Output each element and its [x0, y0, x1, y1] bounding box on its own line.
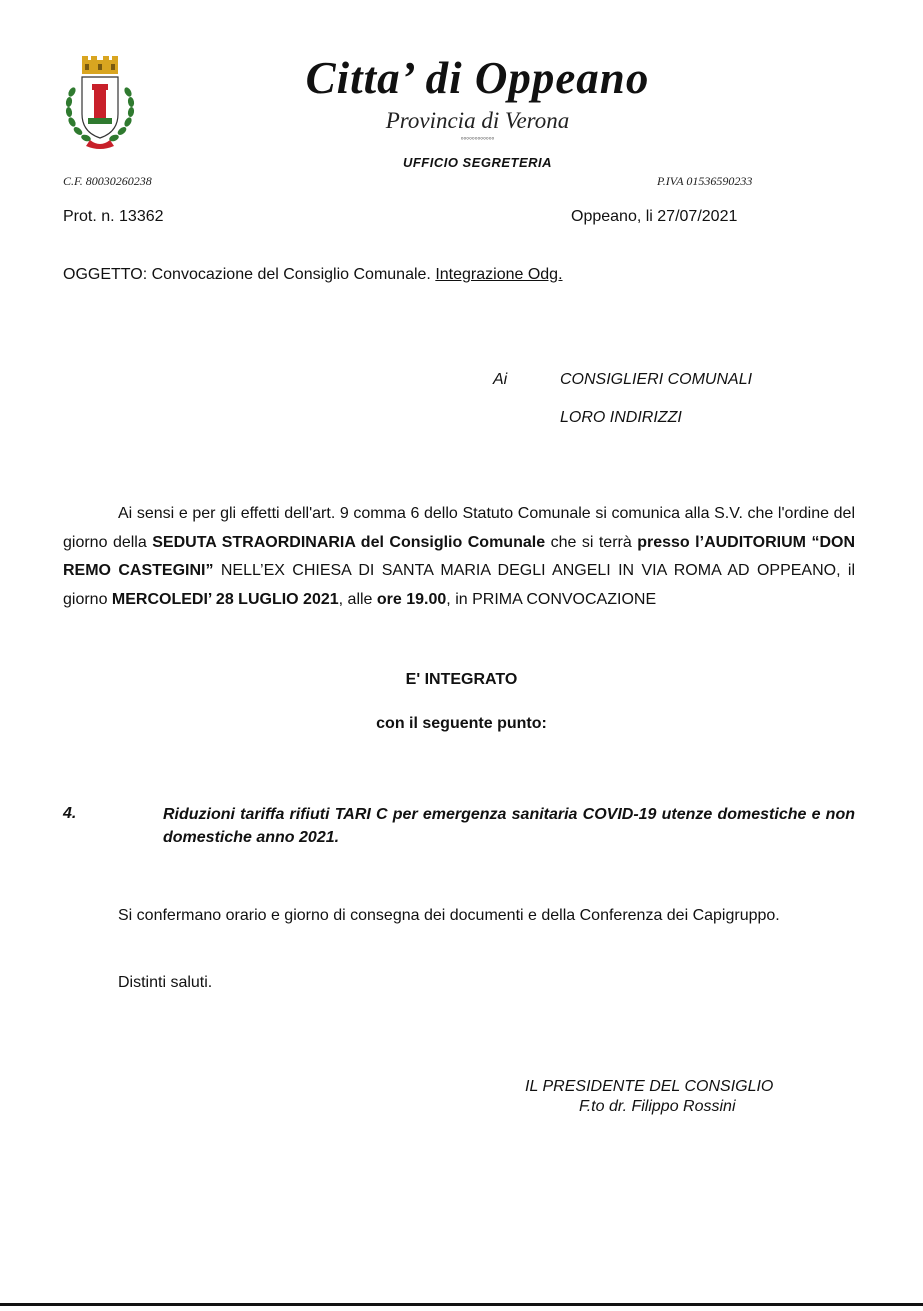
agenda-point-text: Riduzioni tariffa rifiuti TARI C per emergenza sanitaria COVID-19 utenze domestiche e non domestiche anno 2021.	[163, 806, 855, 846]
agenda-point-number: 4.	[63, 805, 77, 822]
page-bottom-border	[0, 1303, 923, 1306]
body-text-1: Ai sensi e per gli effetti dell'art. 9 comma 6 dello Statuto Comunale si comunica alla S.V. che l'ordine del giorno della	[63, 505, 855, 551]
recipient-line-1: CONSIGLIERI COMUNALI	[560, 371, 753, 388]
body-bold-time: ore 19.00	[376, 590, 447, 608]
body-text-5: , in PRIMA CONVOCAZIONE	[446, 590, 657, 608]
recipient-prefix: Ai	[493, 371, 508, 388]
header-ornament: °°°°°°°°°°°°	[460, 136, 495, 144]
vat-number: P.IVA 01536590233	[657, 174, 753, 188]
city-title: Citta’ di Oppeano	[305, 53, 650, 103]
signature-role: IL PRESIDENTE DEL CONSIGLIO	[525, 1078, 774, 1095]
subject-label: OGGETTO: Convocazione del Consiglio Comunale.	[63, 266, 431, 283]
body-bold-date: MERCOLEDI’ 28 LUGLIO 2021	[111, 590, 339, 608]
signature-name: F.to dr. Filippo Rossini	[579, 1098, 736, 1115]
body-bold-session: SEDUTA STRAORDINARIA del Consiglio Comunale	[152, 533, 546, 551]
body-text-3: NELL’EX CHIESA DI SANTA MARIA DEGLI ANGELI IN VIA ROMA AD OPPEANO, il giorno	[63, 562, 856, 608]
subject-underlined: Integrazione Odg.	[435, 266, 563, 283]
fiscal-code: C.F. 80030260238	[63, 174, 152, 188]
recipient-line-2: LORO INDIRIZZI	[560, 409, 682, 426]
body-paragraph	[63, 500, 855, 614]
body-bold-venue: presso l’AUDITORIUM “DON REMO CASTEGINI”	[63, 533, 856, 579]
body-text-2: che si terrà	[545, 533, 638, 551]
integrated-subheading: con il seguente punto:	[376, 715, 547, 732]
office-name: UFFICIO SEGRETERIA	[402, 155, 553, 170]
integrated-heading: E' INTEGRATO	[405, 671, 518, 688]
province-subtitle: Provincia di Verona	[385, 108, 570, 133]
body-text-4: , alle	[338, 590, 377, 608]
protocol-number: Prot. n. 13362	[63, 208, 164, 225]
greeting-text: Distinti saluti.	[118, 974, 213, 991]
subject-line	[63, 266, 563, 284]
place-date: Oppeano, li 27/07/2021	[571, 208, 738, 225]
confirmation-text: Si confermano orario e giorno di consegna dei documenti e della Conferenza dei Capigruppo.	[118, 907, 780, 924]
